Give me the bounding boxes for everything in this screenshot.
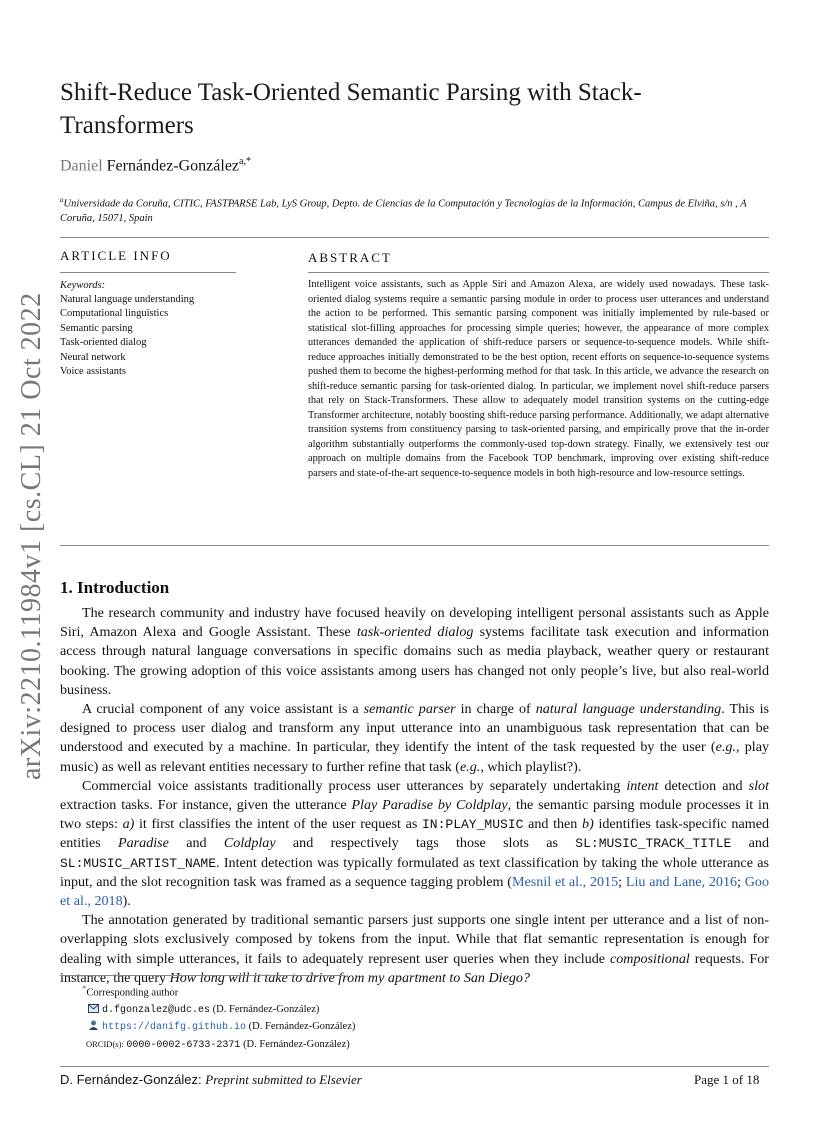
article-info-heading: ARTICLE INFO bbox=[60, 248, 172, 263]
abstract-heading: ABSTRACT bbox=[308, 250, 392, 265]
footnote-divider bbox=[60, 975, 343, 976]
home-icon bbox=[88, 1020, 99, 1029]
abstract-text: Intelligent voice assistants, such as Apple Siri and Amazon Alexa, are widely used nowadays. These task-oriented dialog systems require a semantic parsing module in order to process user utterances and understand the action to be performed. This semantic parsing component was initially implemented by rule-based or statistical slot-filling approaches for processing simple queries; however, the appearance of more complex utterances demanded the application of shift-reduce parsers or sequence-to-sequence models. While shift-reduce approaches initially demonstrated to be the best option, recent efforts on sequence-to-sequence systems pushed them to become the highest-performing method for that task. In this article, we advance the research on shift-reduce semantic parsing for task-oriented dialog. In particular, we implement novel shift-reduce parsers that rely on Stack-Transformers. These allow to adequately model transition systems on the cutting-edge Transformer architecture, notably boosting shift-reduce parsing performance. Additionally, we adapt alternative transition systems from constituency parsing to task-oriented parsing, and empirically prove that the in-order algorithm substantially outperforms the commonly-used top-down strategy. Finally, we extensively test our approach on multiple domains from the Facebook TOP benchmark, improving over existing shift-reduce parsers and state-of-the-art sequence-to-sequence models in both high-resource and low-resource settings. bbox=[308, 279, 769, 479]
page-number: Page 1 of 18 bbox=[694, 1072, 760, 1087]
keywords-label: Keywords: bbox=[60, 280, 106, 291]
email-icon bbox=[88, 1003, 99, 1012]
author-line bbox=[60, 156, 251, 175]
paragraph: Commercial voice assistants traditionally process user utterances by separately undertaking intent detection and slot extraction tasks. For instance, given the utterance Play Paradise by Coldplay, the semantic parsing module processes it in two steps: a) it first classifies the intent of the user request as IN:PLAY_MUSIC and then b) identifies task-specific named entities Paradise and Coldplay and respectively tags those slots as SL:MUSIC_TRACK_TITLE and SL:MUSIC_ARTIST_NAME. Intent detection was typically formulated as text classification by taking the whole utterance as input, and the slot recognition task was framed as a sequence tagging problem (Mesnil et al., 2015; Liu and Lane, 2016; Goo et al., 2018). bbox=[60, 777, 770, 910]
citation-link[interactable]: Goo et al., 2018 bbox=[60, 873, 770, 910]
keyword-item: Semantic parsing bbox=[60, 322, 133, 334]
arxiv-stamp: arXiv:2210.11984v1 [cs.CL] 21 Oct 2022 bbox=[16, 292, 47, 780]
keyword-item: Neural network bbox=[60, 351, 126, 363]
homepage-link[interactable]: https://danifg.github.io bbox=[102, 1021, 247, 1033]
author-first-name: Daniel bbox=[60, 157, 103, 175]
footer-left: D. Fernández-González: Preprint submitted to Elsevier bbox=[60, 1072, 362, 1087]
keyword-list bbox=[60, 293, 194, 379]
divider bbox=[60, 545, 769, 546]
paragraph: A crucial component of any voice assistant is a semantic parser in charge of natural language understanding. This is designed to process user dialog and transform any input utterance into an unambiguous task representation that can be understood and executed by a machine. In particular, they identify the intent of the task requested by the user (e.g., play music) as well as relevant entities necessary to further refine that task (e.g., which playlist?). bbox=[60, 701, 770, 775]
keyword-item: Natural language understanding bbox=[60, 294, 195, 305]
footnote-orcid: ORCID(s): 0000-0002-6733-2371 (D. Fernández-González) bbox=[86, 1039, 350, 1052]
affiliation-text: Universidade da Coruña, CITIC, FASTPARSE Lab, LyS Group, Depto. de Ciencias de la Computación y Tecnologías de la Información, Campus de Elviña, s/n , A Coruña, 15071, Spain bbox=[60, 198, 747, 224]
divider bbox=[60, 272, 236, 273]
keyword-item: Computational linguistics bbox=[60, 308, 169, 320]
section-heading: 1. Introduction bbox=[60, 578, 170, 597]
intro-body bbox=[60, 604, 769, 988]
footnotes bbox=[82, 980, 355, 1054]
keyword-item: Task-oriented dialog bbox=[60, 337, 147, 349]
footnote-email: d.fgonzalez@udc.es (D. Fernández-González) bbox=[82, 1002, 355, 1019]
citation-link[interactable]: Liu and Lane, 2016 bbox=[625, 873, 738, 890]
footer-divider bbox=[60, 1066, 769, 1067]
footnote-corresponding: *Corresponding author bbox=[82, 983, 179, 999]
citation-link[interactable]: Mesnil et al., 2015 bbox=[512, 873, 619, 890]
author-affil-mark: a,* bbox=[239, 156, 251, 167]
author-last-name: Fernández-González bbox=[106, 157, 240, 175]
page-title: Shift-Reduce Task-Oriented Semantic Parsing with Stack-Transformers bbox=[60, 79, 642, 139]
affiliation-mark: a bbox=[60, 196, 64, 204]
paragraph: The annotation generated by traditional semantic parsers just supports one single intent per utterance and a list of non-overlapping slots exclusively composed by tokens from the input. While that flat semantic representation is enough for dealing with simple utterances, it fails to adequately represent user queries when they include compositional requests. For instance, the query How long will it take to drive from my apartment to San Diego? bbox=[60, 912, 769, 986]
keyword-item: Voice assistants bbox=[60, 366, 127, 378]
affiliation bbox=[60, 193, 772, 226]
divider bbox=[308, 272, 769, 273]
footnote-url: https://danifg.github.io (D. Fernández-González) bbox=[82, 1019, 355, 1036]
paragraph: The research community and industry have focused heavily on developing intelligent personal assistants such as Apple Siri, Amazon Alexa and Google Assistant. These task-oriented dialog systems facilitate task execution and information access through natural language conversations in specific domains such as media playback, weather query or restaurant booking. The growing adoption of this voice assistants among users has changed not only people’s live, but also real-world business. bbox=[60, 605, 769, 698]
divider bbox=[60, 237, 769, 238]
